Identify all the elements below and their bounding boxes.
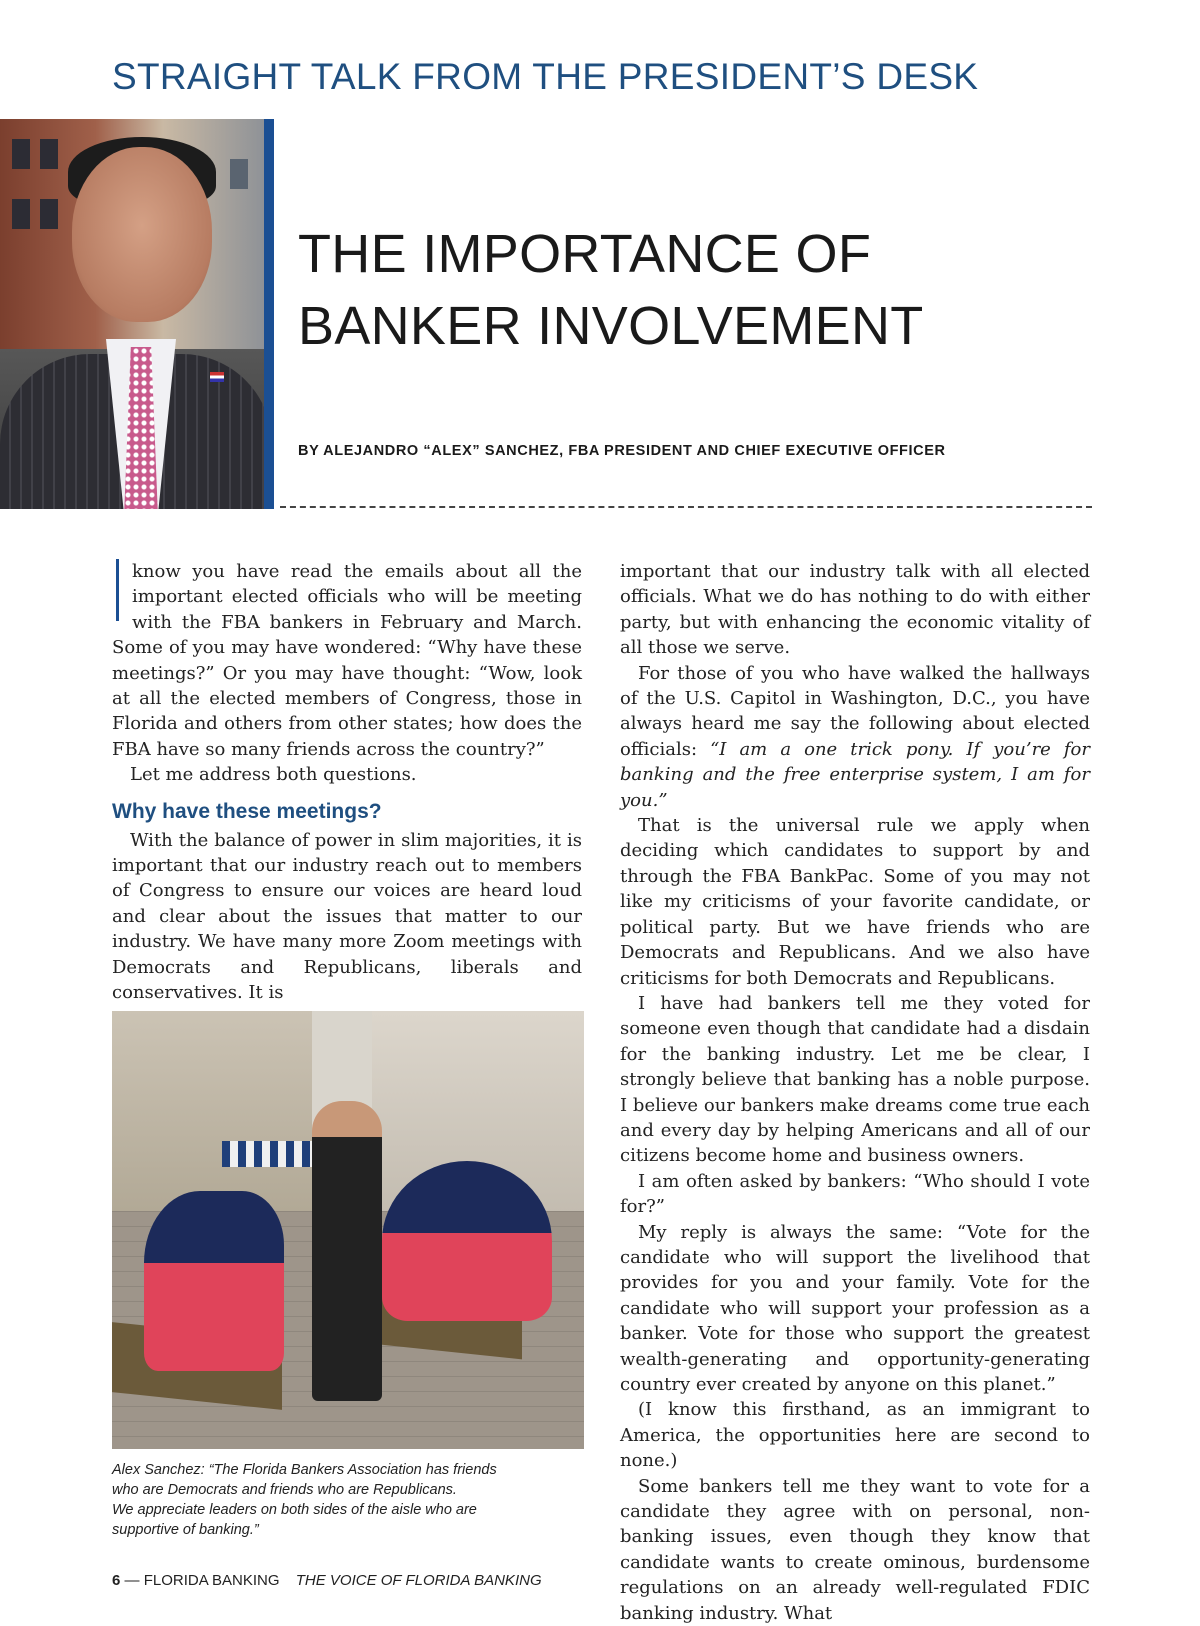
- paragraph: That is the universal rule we apply when deciding which candidates to support by and through the FBA BankPac. Some of you may not like my criticisms of your favorite candidate, or political party. But we have friends who are Democrats and Republicans. And we also have criticisms for both Democrats and Republicans.: [620, 815, 1090, 989]
- pull-quote: “I am a one trick pony. If you’re for banking and the free enterprise system, I am for you.”: [620, 738, 1090, 811]
- caption-line: supportive of banking.”: [112, 1522, 259, 1538]
- byline: BY ALEJANDRO “ALEX” SANCHEZ, FBA PRESIDENT AND CHIEF EXECUTIVE OFFICER: [298, 443, 946, 459]
- article-photo: [112, 1011, 584, 1449]
- publication-name: FLORIDA BANKING: [143, 1572, 280, 1589]
- page-number: 6: [112, 1572, 121, 1589]
- author-portrait: [0, 119, 272, 509]
- paragraph: My reply is always the same: “Vote for the candidate who will support the livelihood that provides for you and your family. Vote for the candidate who will support your profession as a banker. Vote for those who support the greatest wealth-generating and opportunity-generating country ever created by anyone on this planet.”: [620, 1221, 1090, 1395]
- donkey-statue: [144, 1191, 284, 1371]
- headline-line-1: THE IMPORTANCE OF: [298, 224, 872, 284]
- column-left: [112, 559, 582, 1006]
- paragraph: For those of you who have walked the hallways of the U.S. Capitol in Washington, D.C., you have always heard me say the following about elected officials: “I am a one trick pony. If you’re for banking and the free enterprise system, I am for you.”: [620, 662, 1090, 811]
- caption-line: Alex Sanchez: “The Florida Bankers Association has friends: [112, 1462, 497, 1478]
- column-right: [620, 559, 1090, 1626]
- caption-line: who are Democrats and friends who are Republicans.: [112, 1482, 457, 1498]
- paragraph-opening: know you have read the emails about all the important elected officials who will be meeting with the FBA bankers in February and March. Some of you may have wondered: “Why have these meetings?” Or you may have thought: “Wow, look at all the elected members of Congress, those in Florida and others from other states; how does the FBA have so many friends across the country?”: [112, 561, 582, 760]
- person-figure: [312, 1101, 382, 1401]
- headline-line-2: BANKER INVOLVEMENT: [298, 296, 924, 356]
- paragraph: Let me address both questions.: [130, 764, 417, 786]
- accent-bar: [264, 119, 274, 509]
- drop-cap-i: [116, 559, 119, 621]
- section-kicker: STRAIGHT TALK FROM THE PRESIDENT’S DESK: [112, 56, 979, 97]
- section-subhead: Why have these meetings?: [112, 799, 382, 823]
- paragraph: I am often asked by bankers: “Who should I vote for?”: [620, 1170, 1090, 1218]
- dashed-divider: [280, 506, 1092, 508]
- paragraph: (I know this firsthand, as an immigrant to America, the opportunities here are second to none.): [620, 1399, 1090, 1472]
- paragraph: I have had bankers tell me they voted for someone even though that candidate had a disdain for the banking industry. Let me be clear, I strongly believe that banking has a noble purpose. I believe our bankers make dreams come true each and every day by helping Americans and all of our citizens become home and business owners.: [620, 992, 1090, 1167]
- paragraph: important that our industry talk with all elected officials. What we do has nothing to do with either party, but with enhancing the economic vitality of all those we serve.: [620, 561, 1090, 659]
- article-headline: [298, 218, 924, 362]
- page-footer: [112, 1572, 542, 1589]
- caption-line: We appreciate leaders on both sides of the aisle who are: [112, 1502, 477, 1518]
- flag-pin-icon: [210, 372, 224, 382]
- elephant-statue: [382, 1161, 552, 1321]
- photo-caption: [112, 1460, 587, 1540]
- publication-tagline: THE VOICE OF FLORIDA BANKING: [295, 1572, 542, 1589]
- paragraph: With the balance of power in slim majorities, it is important that our industry reach out to members of Congress to ensure our voices are heard loud and clear about the issues that matter to our industry. We have many more Zoom meetings with Democrats and Republicans, liberals and conservatives. It is: [112, 829, 582, 1004]
- paragraph: Some bankers tell me they want to vote for a candidate they agree with on personal, non-banking issues, even though they know that candidate wants to create ominous, burdensome regulations on an already well-regulated FDIC banking industry. What: [620, 1475, 1090, 1624]
- footer-separator: —: [124, 1572, 140, 1589]
